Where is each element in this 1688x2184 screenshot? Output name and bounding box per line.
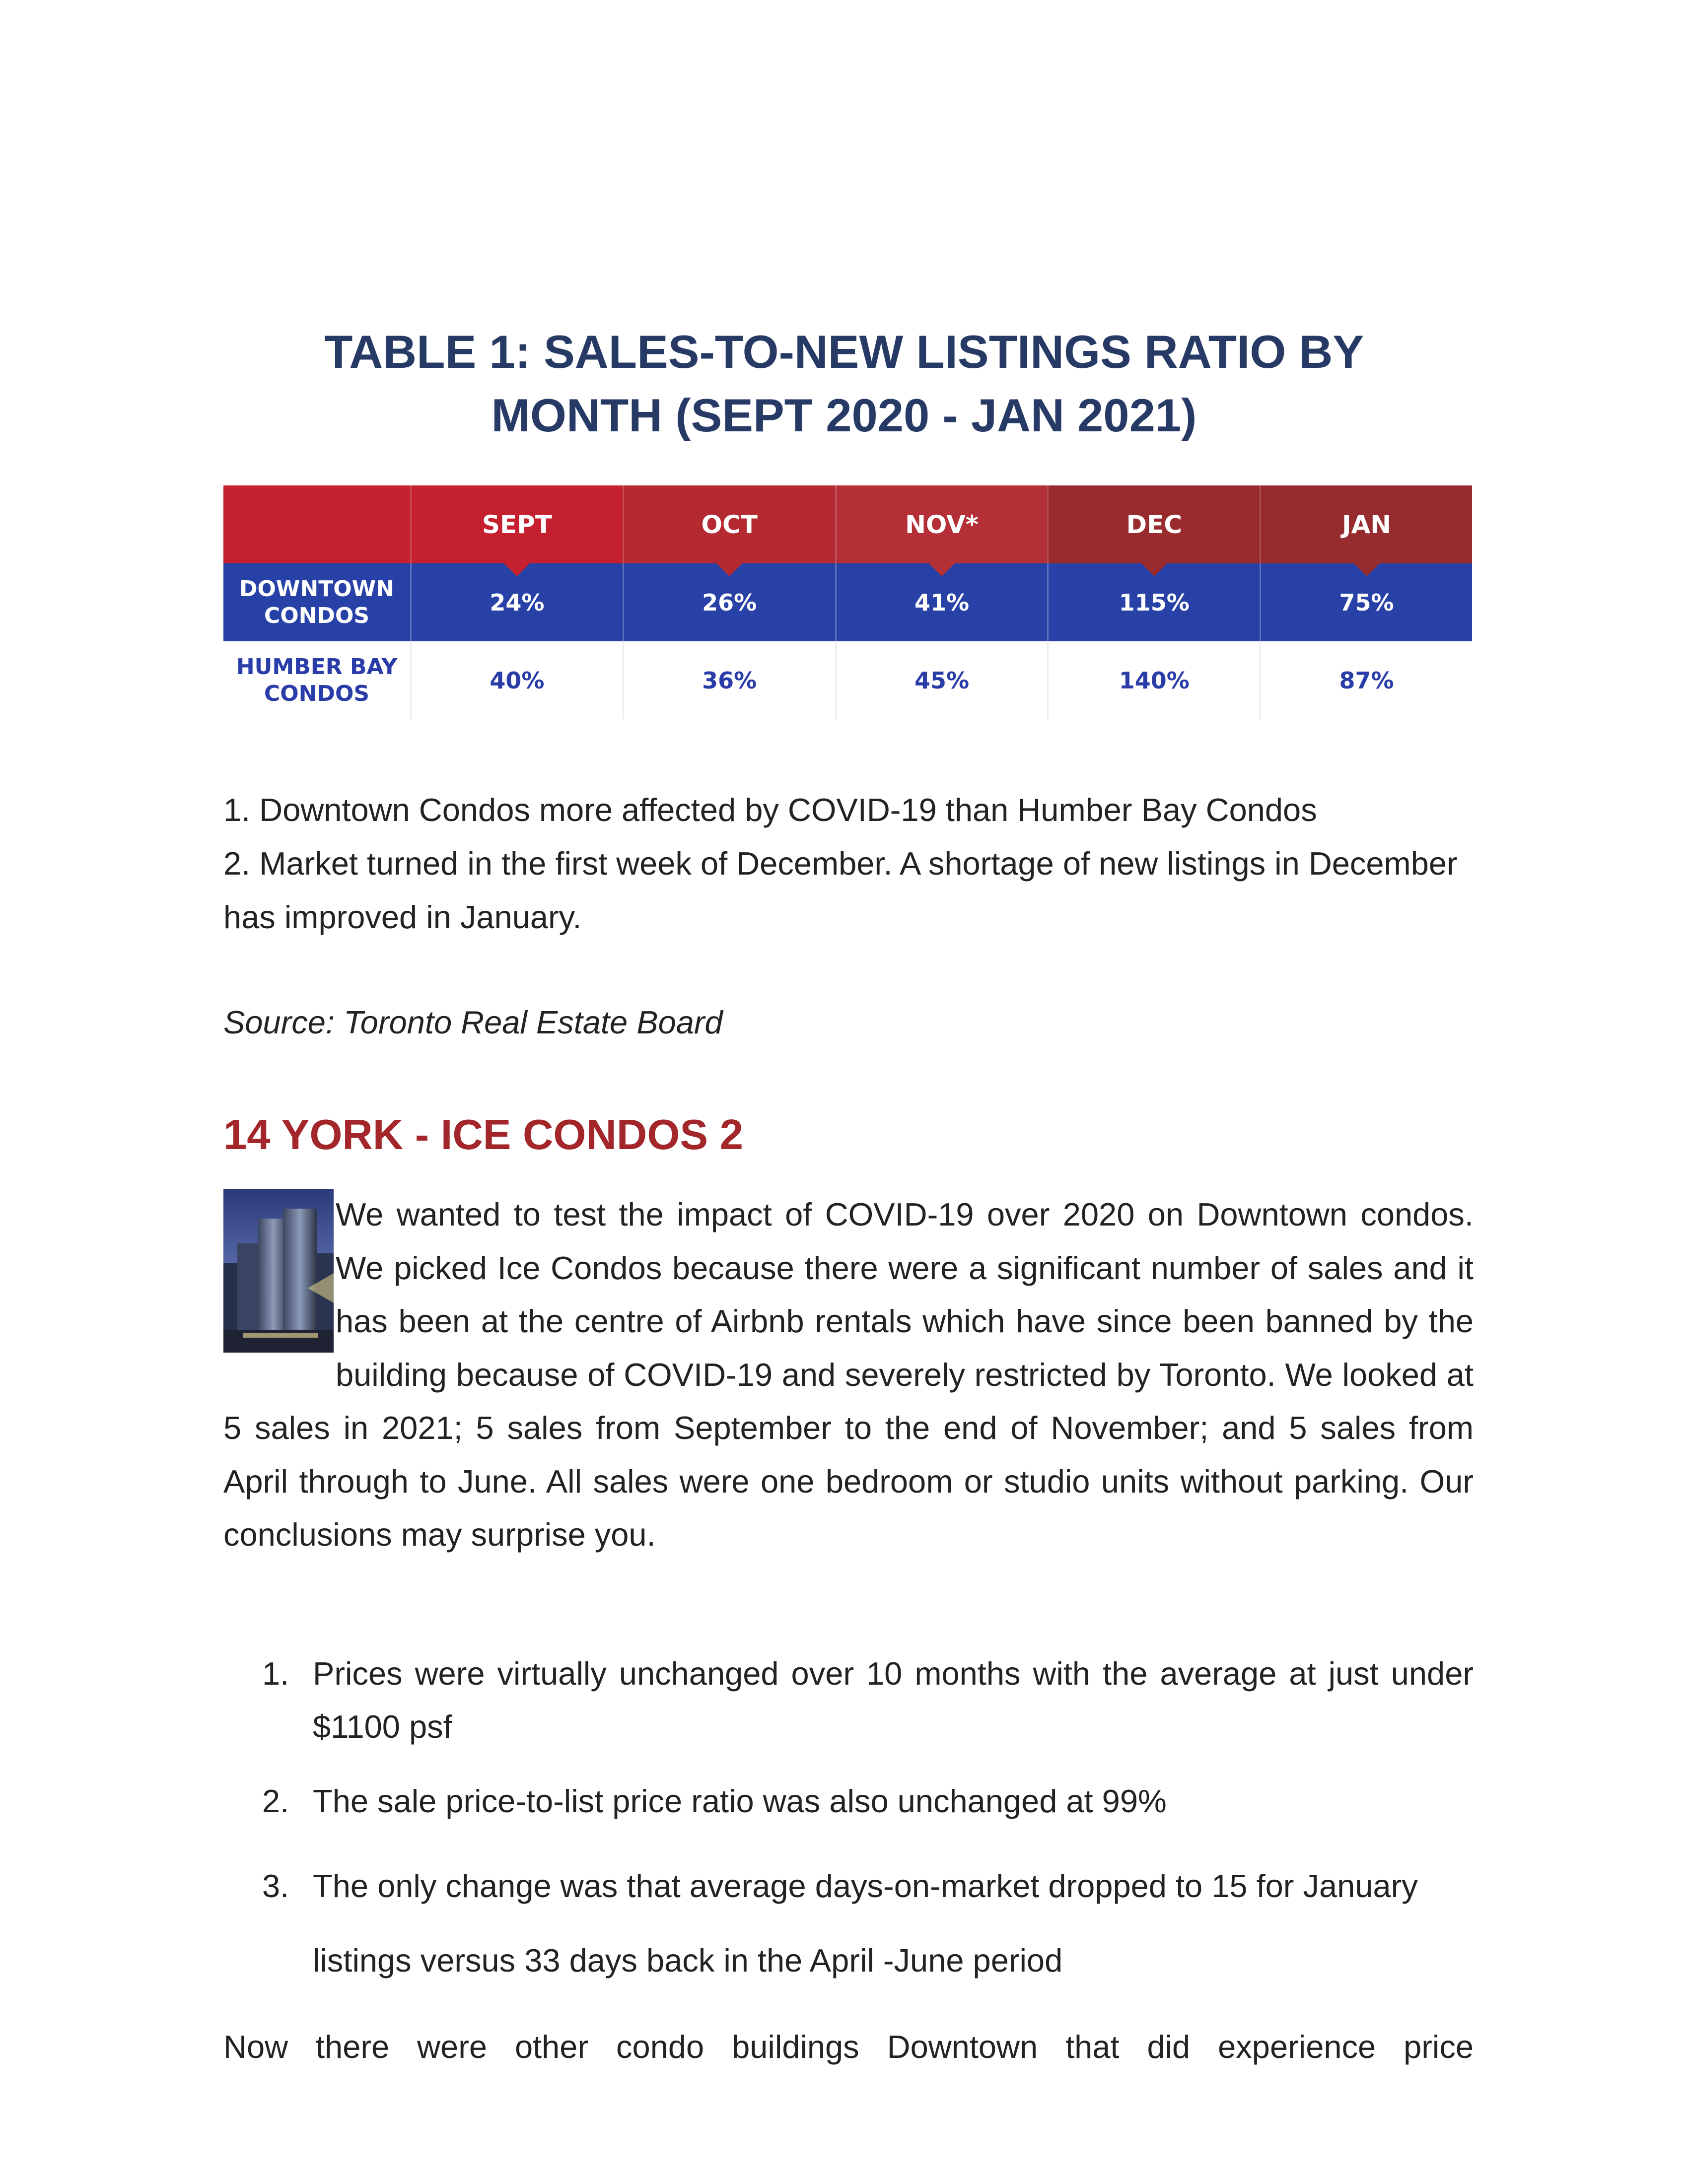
row-label-downtown-condos (223, 563, 410, 641)
list-number: 3. (262, 1868, 289, 1904)
value-cell-humber-bay-dec: 140% (1047, 641, 1260, 719)
value-cell-downtown-oct: 26% (623, 563, 835, 641)
section-heading: 14 YORK - ICE CONDOS 2 (223, 1111, 744, 1159)
table-title-line-1: TABLE 1: SALES-TO-NEW LISTINGS RATIO BY (324, 326, 1364, 378)
table-header-row (223, 485, 1472, 563)
header-month-sept: SEPT (410, 485, 623, 563)
value-cell-downtown-nov: 41% (835, 563, 1048, 641)
source-citation: Source: Toronto Real Estate Board (223, 1004, 723, 1040)
closing-paragraph: Now there were other condo buildings Downtown that did experience price (223, 2029, 1474, 2065)
conclusion-item (223, 1849, 1474, 1998)
value-cell-humber-bay-sept: 40% (410, 641, 623, 719)
value-cell-downtown-dec: 115% (1047, 563, 1260, 641)
note-item: 2. Market turned in the first week of December. A shortage of new listings in December has improved in January. (223, 845, 1458, 935)
row-label-line-1: DOWNTOWN (239, 576, 395, 602)
row-label-line-2: CONDOS (264, 681, 370, 706)
header-corner-cell (223, 485, 410, 563)
table-notes (223, 783, 1479, 944)
table-row-downtown-condos (223, 563, 1472, 641)
value-cell-downtown-sept: 24% (410, 563, 623, 641)
header-month-dec: DEC (1047, 485, 1260, 563)
conclusion-text: The only change was that average days-on-market dropped to 15 for January listings versus 33 days back in the April -June period (313, 1868, 1418, 1979)
intro-paragraph (223, 1188, 1474, 1562)
ice-condos-building-photo (223, 1189, 334, 1353)
table-title-line-2: MONTH (SEPT 2020 - JAN 2021) (491, 389, 1197, 441)
value-cell-humber-bay-oct: 36% (623, 641, 835, 719)
table-row-humber-bay-condos (223, 641, 1472, 719)
value-cell-humber-bay-jan: 87% (1260, 641, 1472, 719)
table-title (223, 320, 1465, 447)
conclusion-item (223, 1774, 1474, 1828)
sales-to-new-listings-table (223, 485, 1472, 719)
row-label-line-2: CONDOS (264, 603, 370, 628)
value-cell-downtown-jan: 75% (1260, 563, 1472, 641)
conclusion-item (223, 1647, 1474, 1753)
value-cell-humber-bay-nov: 45% (835, 641, 1048, 719)
header-month-oct: OCT (623, 485, 835, 563)
conclusion-text: Prices were virtually unchanged over 10 months with the average at just under $1100 psf (313, 1655, 1474, 1745)
list-number: 2. (262, 1783, 289, 1819)
list-number: 1. (262, 1655, 289, 1692)
header-month-nov: NOV* (835, 485, 1048, 563)
header-month-jan: JAN (1260, 485, 1472, 563)
row-label-humber-bay-condos (223, 641, 410, 719)
row-label-line-1: HUMBER BAY (236, 654, 398, 680)
conclusion-text: The sale price-to-list price ratio was also unchanged at 99% (313, 1783, 1167, 1819)
intro-paragraph-text: We wanted to test the impact of COVID-19 over 2020 on Downtown condos. We picked Ice Condos because there were a significant number of sales and it has been at the centre of Airbnb rentals which have since been banned by the building because of COVID-19 and severely restricted by Toronto. We looked at 5 sales in 2021; 5 sales from September to the end of November; and 5 sales from April through to June. All sales were one bedroom or studio units without parking. Our conclusions may surprise you. (223, 1196, 1474, 1553)
note-item: 1. Downtown Condos more affected by COVID-19 than Humber Bay Condos (223, 792, 1317, 828)
conclusions-list (223, 1647, 1474, 1998)
